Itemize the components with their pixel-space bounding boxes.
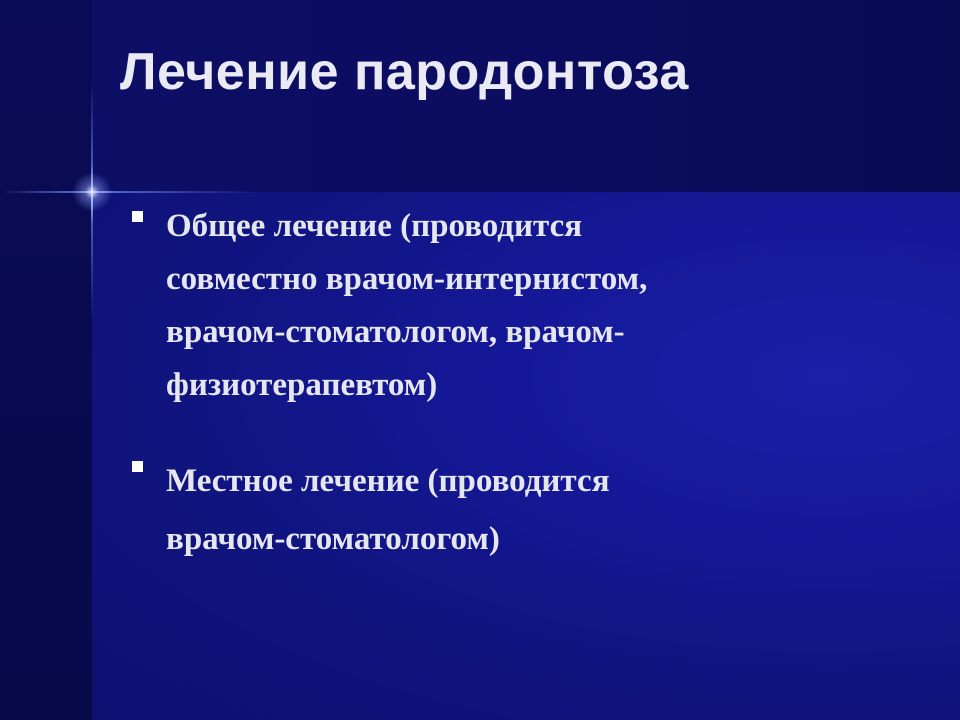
square-bullet-icon [132, 461, 143, 472]
light-flare-star [72, 172, 112, 212]
bullet-line: Общее лечение (проводится [166, 208, 583, 244]
bullet-line: совместно врачом-интернистом, [166, 261, 648, 297]
bullet-line: Местное лечение (проводится [166, 463, 610, 499]
bullet-item-general-treatment [130, 200, 850, 412]
bullet-line: врачом-стоматологом) [166, 521, 500, 557]
light-flare-horizontal [0, 191, 260, 193]
slide-title: Лечение пародонтоза [120, 43, 689, 101]
square-bullet-icon [132, 211, 143, 222]
bullet-line: физиотерапевтом) [166, 367, 438, 403]
bullet-item-local-treatment [130, 452, 850, 568]
slide-left-margin [0, 0, 92, 720]
bullet-list [130, 200, 850, 568]
bullet-line: врачом-стоматологом, врачом- [166, 314, 625, 350]
